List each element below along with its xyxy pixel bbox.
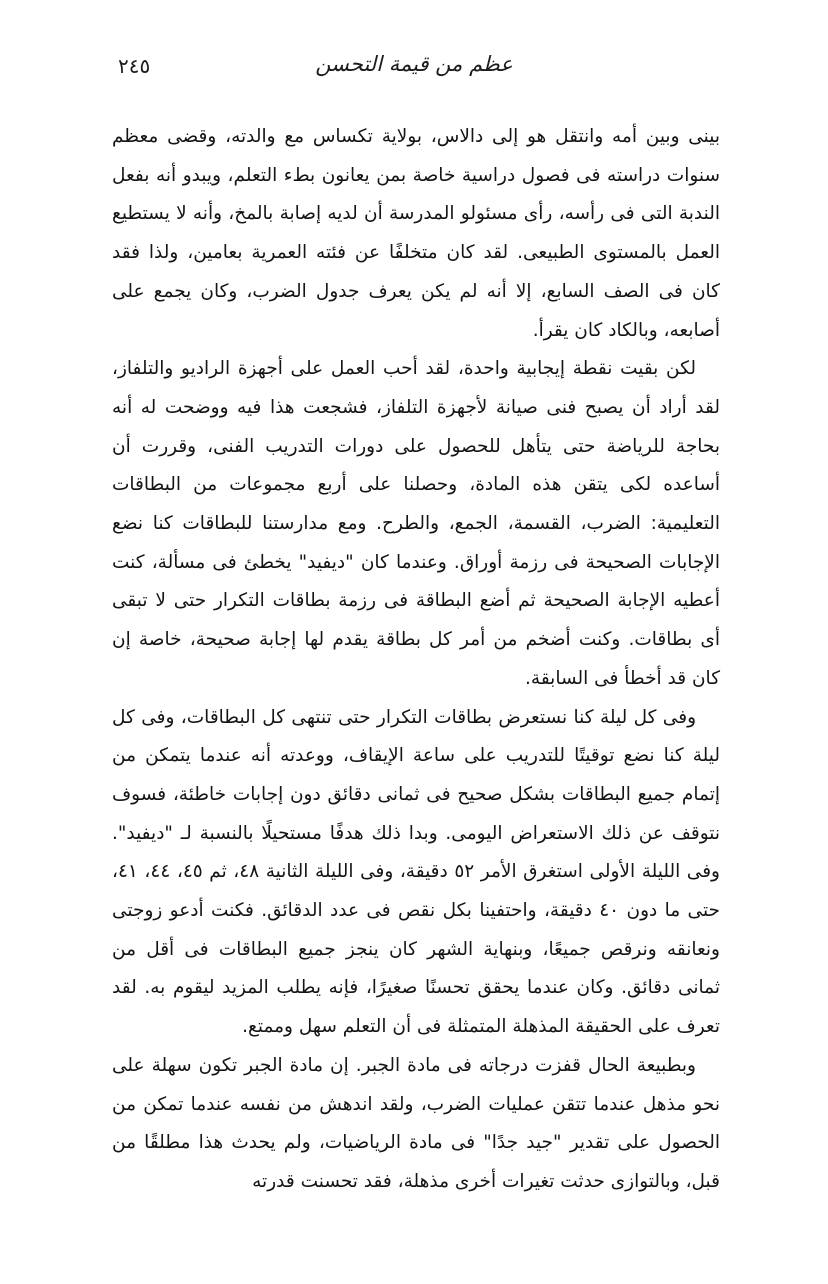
page-number: ٢٤٥ xyxy=(118,54,151,78)
body-text xyxy=(112,118,720,1202)
page-header xyxy=(118,52,710,92)
paragraph: بينى وبين أمه وانتقل هو إلى دالاس، بولاية تكساس مع والدته، وقضى معظم سنوات دراسته فى فصول دراسية خاصة بمن يعانون بطء التعلم، ويبدو أنه بفعل الندبة التى فى رأسه، رأى مسئولو المدرسة أن لديه إصابة بالمخ، وأنه لا يستطيع العمل بالمستوى الطبيعى. لقد كان متخلفًا عن فئته العمرية بعامين، ولذا فقد كان فى الصف السابع، إلا أنه لم يكن يعرف جدول الضرب، وكان يجمع على أصابعه، وبالكاد كان يقرأ. xyxy=(112,126,720,341)
paragraph: وفى كل ليلة كنا نستعرض بطاقات التكرار حتى تنتهى كل البطاقات، وفى كل ليلة كنا نضع توقيتًا للتدريب على ساعة الإيقاف، ووعدته أنه عندما يتمكن من إتمام جميع البطاقات بشكل صحيح فى ثمانى دقائق دون إجابات خاطئة، فسوف نتوقف عن ذلك الاستعراض اليومى. وبدا ذلك هدفًا مستحيلًا بالنسبة لـ "ديفيد". وفى الليلة الأولى استغرق الأمر ٥٢ دقيقة، وفى الليلة الثانية ٤٨، ثم ٤٥، ٤٤، ٤١، حتى ما دون ٤٠ دقيقة، واحتفينا بكل نقص فى عدد الدقائق. فكنت أدعو زوجتى ونعانقه ونرقص جميعًا، وبنهاية الشهر كان ينجز جميع البطاقات فى أقل من ثمانى دقائق. وكان عندما يحقق تحسنًا صغيرًا، فإنه يطلب المزيد ليقوم به. لقد تعرف على الحقيقة المذهلة المتمثلة فى أن التعلم سهل وممتع. xyxy=(112,706,720,1038)
paragraph: لكن بقيت نقطة إيجابية واحدة، لقد أحب العمل على أجهزة الراديو والتلفاز، لقد أراد أن يصبح فنى صيانة لأجهزة التلفاز، فشجعت هذا فيه ووضحت له أنه بحاجة للرياضة حتى يتأهل للحصول على دورات التدريب الفنى، وقررت أن أساعده لكى يتقن هذه المادة، وحصلنا على أربع مجموعات من البطاقات التعليمية: الضرب، القسمة، الجمع، والطرح. ومع مدارستنا للبطاقات كنا نضع الإجابات الصحيحة فى رزمة أوراق. وعندما كان "ديفيد" يخطئ فى مسألة، كنت أعطيه الإجابة الصحيحة ثم أضع البطاقة فى رزمة بطاقات التكرار حتى لا تبقى أى بطاقات. وكنت أضخم من أمر كل بطاقة يقدم لها إجابة صحيحة، خاصة إن كان قد أخطأ فى السابقة. xyxy=(112,358,720,689)
paragraph: وبطبيعة الحال قفزت درجاته فى مادة الجبر. إن مادة الجبر تكون سهلة على نحو مذهل عندما تتقن عمليات الضرب، ولقد اندهش من نفسه عندما تمكن من الحصول على تقدير "جيد جدًا" فى مادة الرياضيات، ولم يحدث هذا مطلقًا من قبل، وبالتوازى حدثت تغيرات أخرى مذهلة، فقد تحسنت قدرته xyxy=(112,1054,720,1192)
running-title: عظم من قيمة التحسن xyxy=(315,52,513,76)
